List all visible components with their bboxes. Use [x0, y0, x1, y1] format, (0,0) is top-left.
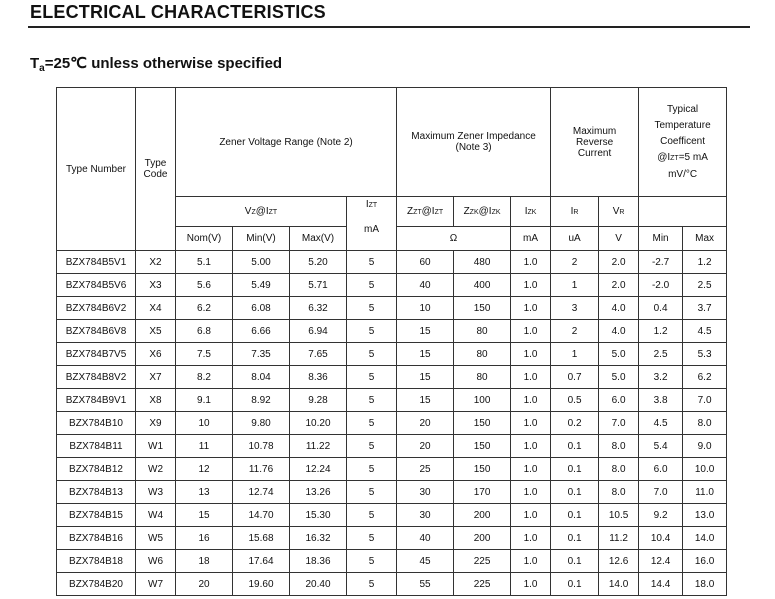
- cell-zzk: 400: [454, 274, 511, 297]
- cell-ir: 2: [551, 320, 599, 343]
- cell-ir: 2: [551, 251, 599, 274]
- cell-zzt: 30: [397, 481, 454, 504]
- cell-vz-nom: 6.8: [176, 320, 233, 343]
- cell-vz-min: 5.00: [233, 251, 290, 274]
- cell-izk: 1.0: [511, 435, 551, 458]
- cell-tc-min: -2.7: [639, 251, 683, 274]
- cell-ir: 0.1: [551, 481, 599, 504]
- cell-zzk: 200: [454, 527, 511, 550]
- cell-zzk: 225: [454, 573, 511, 596]
- cell-type-number: BZX784B15: [57, 504, 136, 527]
- header-type-code-line2: Code: [143, 169, 168, 180]
- cell-vz-min: 14.70: [233, 504, 290, 527]
- cell-type-code: W4: [136, 504, 176, 527]
- cell-vz-min: 15.68: [233, 527, 290, 550]
- cell-type-number: BZX784B18: [57, 550, 136, 573]
- cell-izt: 5: [347, 412, 397, 435]
- header-tc-line1: Typical: [667, 103, 699, 115]
- cell-izt: 5: [347, 573, 397, 596]
- table-row: [57, 527, 727, 550]
- header-temp-coefficient: [639, 88, 727, 197]
- cell-izt: 5: [347, 366, 397, 389]
- cell-zzt: 20: [397, 412, 454, 435]
- cell-zzk: 150: [454, 435, 511, 458]
- cell-vr: 2.0: [599, 251, 639, 274]
- cell-vr: 2.0: [599, 274, 639, 297]
- header-ir-unit: uA: [551, 227, 599, 251]
- header-zzt: ZZT@IZT: [397, 197, 454, 227]
- test-condition: [30, 54, 282, 74]
- cell-type-code: X6: [136, 343, 176, 366]
- cell-vz-min: 6.08: [233, 297, 290, 320]
- cell-vz-max: 16.32: [290, 527, 347, 550]
- cell-izk: 1.0: [511, 274, 551, 297]
- cell-type-code: W1: [136, 435, 176, 458]
- cell-vr: 5.0: [599, 366, 639, 389]
- cell-izk: 1.0: [511, 343, 551, 366]
- cell-zzk: 480: [454, 251, 511, 274]
- cell-type-code: X4: [136, 297, 176, 320]
- cell-izk: 1.0: [511, 297, 551, 320]
- cell-ir: 0.1: [551, 435, 599, 458]
- cell-type-code: W2: [136, 458, 176, 481]
- cell-vz-max: 6.32: [290, 297, 347, 320]
- cell-tc-max: 2.5: [683, 274, 727, 297]
- header-tc-blank: [639, 197, 727, 227]
- cell-izk: 1.0: [511, 366, 551, 389]
- cell-type-number: BZX784B16: [57, 527, 136, 550]
- header-tc-line4: @IZT=5 mA: [657, 151, 708, 163]
- header-tc-line3: Coefficent: [660, 135, 705, 147]
- cell-izk: 1.0: [511, 458, 551, 481]
- cell-type-code: X7: [136, 366, 176, 389]
- condition-prefix: T: [30, 55, 40, 72]
- cell-zzk: 225: [454, 550, 511, 573]
- cell-zzt: 40: [397, 274, 454, 297]
- cell-tc-max: 1.2: [683, 251, 727, 274]
- cell-tc-min: 4.5: [639, 412, 683, 435]
- cell-tc-min: 9.2: [639, 504, 683, 527]
- cell-vz-nom: 16: [176, 527, 233, 550]
- cell-tc-min: 6.0: [639, 458, 683, 481]
- cell-tc-max: 16.0: [683, 550, 727, 573]
- cell-vz-min: 8.04: [233, 366, 290, 389]
- cell-zzk: 80: [454, 343, 511, 366]
- cell-zzt: 60: [397, 251, 454, 274]
- cell-izk: 1.0: [511, 412, 551, 435]
- header-reverse-current-line2: Reverse: [575, 136, 614, 148]
- cell-type-code: W6: [136, 550, 176, 573]
- cell-izt: 5: [347, 389, 397, 412]
- title-divider: [28, 26, 750, 28]
- cell-tc-min: 3.2: [639, 366, 683, 389]
- table-row: [57, 550, 727, 573]
- cell-izk: 1.0: [511, 389, 551, 412]
- cell-vz-max: 13.26: [290, 481, 347, 504]
- header-zener-impedance-line2: (Note 3): [455, 142, 492, 153]
- cell-type-code: X9: [136, 412, 176, 435]
- cell-zzk: 150: [454, 412, 511, 435]
- cell-zzk: 150: [454, 458, 511, 481]
- header-max-v: Max(V): [290, 227, 347, 251]
- cell-zzt: 45: [397, 550, 454, 573]
- cell-type-number: BZX784B8V2: [57, 366, 136, 389]
- table-row: [57, 573, 727, 596]
- cell-tc-max: 7.0: [683, 389, 727, 412]
- cell-vz-min: 9.80: [233, 412, 290, 435]
- cell-tc-max: 18.0: [683, 573, 727, 596]
- cell-zzt: 10: [397, 297, 454, 320]
- cell-izt: 5: [347, 458, 397, 481]
- header-izt: [347, 197, 397, 251]
- cell-type-code: X5: [136, 320, 176, 343]
- cell-vz-max: 8.36: [290, 366, 347, 389]
- header-type-code: [136, 88, 176, 251]
- cell-vz-nom: 10: [176, 412, 233, 435]
- cell-vz-nom: 12: [176, 458, 233, 481]
- cell-ir: 1: [551, 274, 599, 297]
- electrical-characteristics-table: [56, 87, 727, 596]
- table-row: [57, 458, 727, 481]
- header-min-v: Min(V): [233, 227, 290, 251]
- header-zener-impedance: [397, 88, 551, 197]
- cell-type-number: BZX784B12: [57, 458, 136, 481]
- cell-tc-max: 8.0: [683, 412, 727, 435]
- cell-izt: 5: [347, 320, 397, 343]
- cell-ir: 0.1: [551, 527, 599, 550]
- header-type-number: Type Number: [57, 88, 136, 251]
- table-row: [57, 297, 727, 320]
- cell-type-number: BZX784B7V5: [57, 343, 136, 366]
- header-reverse-current: [551, 88, 639, 197]
- cell-vz-nom: 11: [176, 435, 233, 458]
- cell-vz-min: 11.76: [233, 458, 290, 481]
- cell-type-code: W5: [136, 527, 176, 550]
- cell-vz-min: 17.64: [233, 550, 290, 573]
- cell-ir: 0.1: [551, 458, 599, 481]
- table-row: [57, 343, 727, 366]
- cell-vz-max: 9.28: [290, 389, 347, 412]
- cell-type-number: BZX784B13: [57, 481, 136, 504]
- cell-zzt: 55: [397, 573, 454, 596]
- table-row: [57, 504, 727, 527]
- cell-type-code: X3: [136, 274, 176, 297]
- cell-tc-min: 3.8: [639, 389, 683, 412]
- cell-izt: 5: [347, 251, 397, 274]
- cell-tc-min: 7.0: [639, 481, 683, 504]
- cell-vz-nom: 5.6: [176, 274, 233, 297]
- cell-izk: 1.0: [511, 320, 551, 343]
- cell-izk: 1.0: [511, 550, 551, 573]
- table-body: [57, 251, 727, 596]
- cell-tc-min: 10.4: [639, 527, 683, 550]
- table-row: [57, 274, 727, 297]
- cell-izt: 5: [347, 297, 397, 320]
- cell-type-number: BZX784B5V1: [57, 251, 136, 274]
- cell-type-code: X8: [136, 389, 176, 412]
- cell-vz-max: 5.20: [290, 251, 347, 274]
- cell-vz-min: 6.66: [233, 320, 290, 343]
- cell-vz-max: 6.94: [290, 320, 347, 343]
- cell-tc-max: 11.0: [683, 481, 727, 504]
- cell-ir: 3: [551, 297, 599, 320]
- cell-zzk: 100: [454, 389, 511, 412]
- cell-izt: 5: [347, 504, 397, 527]
- cell-vz-min: 10.78: [233, 435, 290, 458]
- cell-ir: 0.7: [551, 366, 599, 389]
- table-row: [57, 389, 727, 412]
- cell-izk: 1.0: [511, 573, 551, 596]
- cell-zzk: 200: [454, 504, 511, 527]
- header-tc-line5: mV/°C: [668, 168, 698, 180]
- cell-type-number: BZX784B5V6: [57, 274, 136, 297]
- cell-tc-max: 6.2: [683, 366, 727, 389]
- table-row: [57, 412, 727, 435]
- cell-tc-max: 13.0: [683, 504, 727, 527]
- cell-zzt: 15: [397, 320, 454, 343]
- cell-vr: 10.5: [599, 504, 639, 527]
- cell-vr: 5.0: [599, 343, 639, 366]
- header-zener-voltage: Zener Voltage Range (Note 2): [176, 88, 397, 197]
- cell-tc-max: 10.0: [683, 458, 727, 481]
- cell-vz-max: 20.40: [290, 573, 347, 596]
- cell-tc-max: 4.5: [683, 320, 727, 343]
- cell-izt: 5: [347, 343, 397, 366]
- cell-tc-min: 12.4: [639, 550, 683, 573]
- cell-izk: 1.0: [511, 504, 551, 527]
- cell-vz-nom: 6.2: [176, 297, 233, 320]
- header-izk-unit: mA: [511, 227, 551, 251]
- cell-vz-min: 8.92: [233, 389, 290, 412]
- cell-izt: 5: [347, 527, 397, 550]
- cell-type-number: BZX784B20: [57, 573, 136, 596]
- condition-subscript: a: [39, 63, 45, 74]
- cell-vz-nom: 20: [176, 573, 233, 596]
- cell-tc-min: 0.4: [639, 297, 683, 320]
- cell-tc-min: 14.4: [639, 573, 683, 596]
- cell-vr: 14.0: [599, 573, 639, 596]
- header-zener-impedance-line1: Maximum Zener Impedance: [411, 131, 536, 142]
- cell-tc-max: 5.3: [683, 343, 727, 366]
- header-reverse-current-line1: Maximum: [572, 125, 617, 137]
- cell-tc-min: 5.4: [639, 435, 683, 458]
- cell-vr: 11.2: [599, 527, 639, 550]
- cell-type-number: BZX784B10: [57, 412, 136, 435]
- cell-vz-nom: 8.2: [176, 366, 233, 389]
- cell-tc-max: 3.7: [683, 297, 727, 320]
- cell-vr: 6.0: [599, 389, 639, 412]
- cell-izk: 1.0: [511, 251, 551, 274]
- cell-vr: 4.0: [599, 320, 639, 343]
- cell-zzt: 15: [397, 389, 454, 412]
- cell-ir: 1: [551, 343, 599, 366]
- cell-izt: 5: [347, 435, 397, 458]
- cell-vz-max: 11.22: [290, 435, 347, 458]
- condition-text: =25℃ unless otherwise specified: [44, 55, 283, 72]
- cell-vz-nom: 18: [176, 550, 233, 573]
- cell-vz-nom: 15: [176, 504, 233, 527]
- header-zzk: ZZK@IZK: [454, 197, 511, 227]
- cell-vz-min: 19.60: [233, 573, 290, 596]
- cell-ir: 0.1: [551, 573, 599, 596]
- cell-vz-max: 15.30: [290, 504, 347, 527]
- cell-vr: 7.0: [599, 412, 639, 435]
- cell-tc-min: 2.5: [639, 343, 683, 366]
- cell-vz-min: 12.74: [233, 481, 290, 504]
- cell-vr: 12.6: [599, 550, 639, 573]
- cell-ir: 0.1: [551, 504, 599, 527]
- header-vr: VR: [599, 197, 639, 227]
- cell-tc-min: -2.0: [639, 274, 683, 297]
- cell-zzk: 150: [454, 297, 511, 320]
- header-izt-unit: mA: [364, 224, 380, 235]
- cell-vr: 8.0: [599, 458, 639, 481]
- cell-ir: 0.2: [551, 412, 599, 435]
- cell-zzk: 170: [454, 481, 511, 504]
- cell-vr: 8.0: [599, 435, 639, 458]
- cell-zzk: 80: [454, 366, 511, 389]
- header-tc-line2: Temperature: [654, 119, 711, 131]
- cell-type-number: BZX784B11: [57, 435, 136, 458]
- header-type-code-line1: Type: [144, 158, 167, 169]
- header-vz: VZ@IZT: [176, 197, 347, 227]
- cell-vz-nom: 9.1: [176, 389, 233, 412]
- cell-vz-min: 7.35: [233, 343, 290, 366]
- cell-zzt: 20: [397, 435, 454, 458]
- cell-vz-max: 10.20: [290, 412, 347, 435]
- cell-ir: 0.1: [551, 550, 599, 573]
- cell-type-number: BZX784B6V2: [57, 297, 136, 320]
- cell-zzt: 15: [397, 366, 454, 389]
- header-reverse-current-line3: Current: [577, 147, 612, 159]
- cell-vz-max: 12.24: [290, 458, 347, 481]
- cell-zzt: 40: [397, 527, 454, 550]
- cell-tc-max: 9.0: [683, 435, 727, 458]
- cell-izt: 5: [347, 481, 397, 504]
- header-vr-unit: V: [599, 227, 639, 251]
- cell-vz-max: 7.65: [290, 343, 347, 366]
- cell-vz-max: 18.36: [290, 550, 347, 573]
- header-izk: IZK: [511, 197, 551, 227]
- cell-vz-nom: 5.1: [176, 251, 233, 274]
- cell-zzk: 80: [454, 320, 511, 343]
- cell-zzt: 25: [397, 458, 454, 481]
- cell-ir: 0.5: [551, 389, 599, 412]
- table-row: [57, 320, 727, 343]
- header-tc-min: Min: [639, 227, 683, 251]
- header-ir: IR: [551, 197, 599, 227]
- cell-type-number: BZX784B6V8: [57, 320, 136, 343]
- cell-type-number: BZX784B9V1: [57, 389, 136, 412]
- header-tc-max: Max: [683, 227, 727, 251]
- header-nom: Nom(V): [176, 227, 233, 251]
- header-ohm-unit: Ω: [397, 227, 511, 251]
- cell-izk: 1.0: [511, 527, 551, 550]
- cell-zzt: 15: [397, 343, 454, 366]
- cell-type-code: W7: [136, 573, 176, 596]
- cell-type-code: X2: [136, 251, 176, 274]
- cell-type-code: W3: [136, 481, 176, 504]
- cell-vz-nom: 7.5: [176, 343, 233, 366]
- cell-vr: 4.0: [599, 297, 639, 320]
- header-izt-label: IZT: [365, 199, 378, 210]
- cell-zzt: 30: [397, 504, 454, 527]
- table-row: [57, 481, 727, 504]
- cell-vr: 8.0: [599, 481, 639, 504]
- cell-vz-max: 5.71: [290, 274, 347, 297]
- cell-izk: 1.0: [511, 481, 551, 504]
- table-row: [57, 251, 727, 274]
- table-row: [57, 435, 727, 458]
- cell-vz-nom: 13: [176, 481, 233, 504]
- cell-tc-min: 1.2: [639, 320, 683, 343]
- page-title: ELECTRICAL CHARACTERISTICS: [30, 2, 326, 22]
- table-row: [57, 366, 727, 389]
- cell-vz-min: 5.49: [233, 274, 290, 297]
- cell-izt: 5: [347, 550, 397, 573]
- cell-tc-max: 14.0: [683, 527, 727, 550]
- cell-izt: 5: [347, 274, 397, 297]
